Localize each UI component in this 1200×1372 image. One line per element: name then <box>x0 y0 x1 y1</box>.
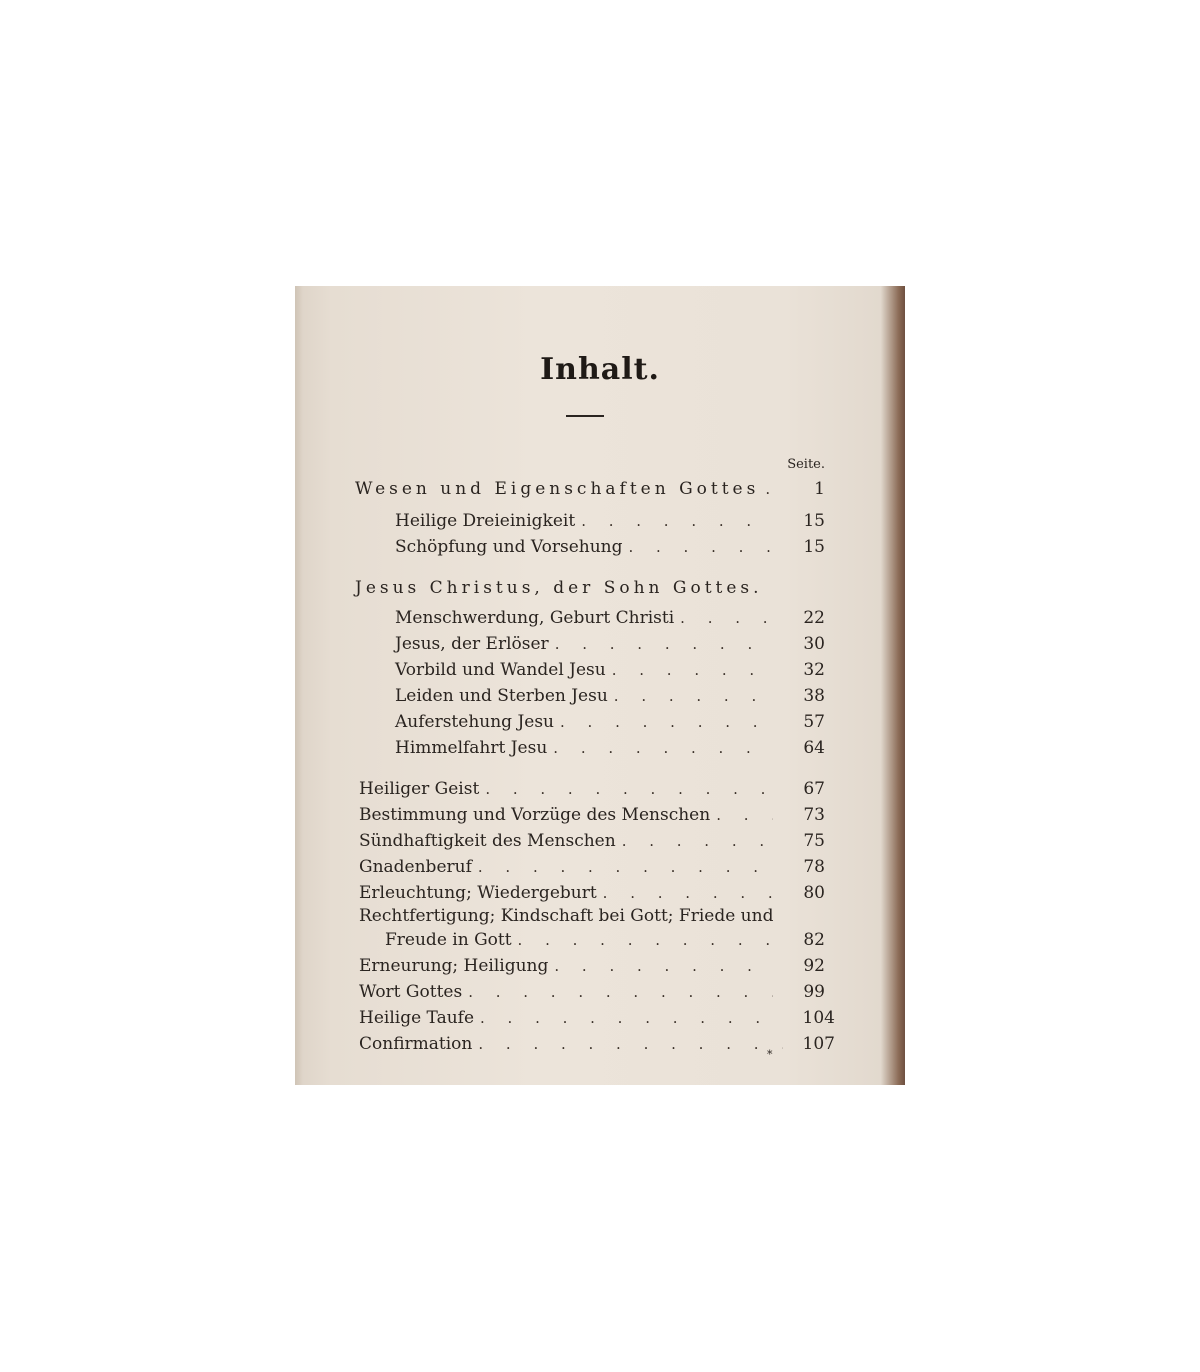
page-column-label: Seite. <box>787 457 825 472</box>
leader-dots <box>765 480 773 498</box>
toc-entry <box>359 1034 835 1058</box>
leader-dots <box>553 739 773 757</box>
toc-entry-label: Wesen und Eigenschaften Gottes <box>355 479 760 499</box>
leader-dots <box>581 512 773 530</box>
toc-entry <box>359 779 825 803</box>
toc-entry-label: Leiden und Sterben Jesu <box>395 686 608 706</box>
toc-entry <box>385 930 825 954</box>
toc-entry-label: Jesus, der Erlöser <box>395 634 549 654</box>
leader-dots <box>622 832 773 850</box>
toc-entry-page: 15 <box>803 537 825 557</box>
leader-dots <box>680 609 773 627</box>
toc-entry-page: 107 <box>802 1034 835 1054</box>
leader-dots <box>716 806 773 824</box>
leader-dots <box>480 1009 783 1027</box>
toc-entry-page: 67 <box>803 779 825 799</box>
toc-entry-label: Heilige Dreieinigkeit <box>395 511 576 531</box>
leader-dots <box>612 661 773 679</box>
toc-entry <box>395 634 825 658</box>
leader-dots <box>560 713 773 731</box>
toc-entry <box>359 956 825 980</box>
toc-entry-page: 30 <box>803 634 825 654</box>
toc-entry-page: 73 <box>803 805 825 825</box>
toc-entry <box>395 686 825 710</box>
leader-dots <box>485 780 773 798</box>
toc-entry-label: Wort Gottes <box>359 982 463 1002</box>
toc-entry-page: 92 <box>803 956 825 976</box>
leader-dots <box>555 635 773 653</box>
toc-entry-page: 64 <box>803 738 825 758</box>
title-rule <box>566 415 604 417</box>
toc-entry-label: Confirmation <box>359 1034 473 1054</box>
leader-dots <box>518 931 773 949</box>
toc-entry-page: 32 <box>803 660 825 680</box>
toc-entry <box>359 831 825 855</box>
toc-entry-page: 80 <box>803 883 825 903</box>
toc-entry-page: 1 <box>814 479 825 499</box>
toc-entry <box>395 511 825 535</box>
toc-entry <box>359 805 825 829</box>
leader-dots <box>603 884 773 902</box>
toc-entry-page: 99 <box>803 982 825 1002</box>
toc-entry-label: Menschwerdung, Geburt Christi <box>395 608 675 628</box>
toc-entry-continuation: Freude in Gott <box>385 930 512 950</box>
toc-entry <box>395 660 825 684</box>
toc-section-heading: Jesus Christus, der Sohn Gottes. <box>355 578 763 598</box>
toc-entry-label: Sündhaftigkeit des Menschen <box>359 831 616 851</box>
toc-entry <box>359 1008 835 1032</box>
toc-entry <box>395 608 825 632</box>
toc-entry <box>355 479 825 503</box>
toc-entry-page: 104 <box>802 1008 835 1028</box>
toc-entry <box>395 712 825 736</box>
toc-entry-page: 82 <box>803 930 825 950</box>
toc-entry-label: Himmelfahrt Jesu <box>395 738 548 758</box>
toc-entry-page: 15 <box>803 511 825 531</box>
toc-entry-page: 22 <box>803 608 825 628</box>
leader-dots <box>628 538 773 556</box>
toc-entry-label: Erneurung; Heiligung <box>359 956 549 976</box>
leader-dots <box>468 983 773 1001</box>
book-page <box>295 286 905 1085</box>
toc-entry-label: Gnadenberuf <box>359 857 472 877</box>
toc-entry-label: Vorbild und Wandel Jesu <box>395 660 606 680</box>
toc-entry-label: Heilige Taufe <box>359 1008 474 1028</box>
toc-entry-page: 78 <box>803 857 825 877</box>
toc-entry <box>359 883 825 907</box>
toc-entry <box>359 857 825 881</box>
toc-entry-label: Rechtfertigung; Kindschaft bei Gott; Friede und <box>359 906 774 926</box>
leader-dots <box>554 957 773 975</box>
toc-entry-label: Auferstehung Jesu <box>395 712 555 732</box>
leader-dots <box>478 858 773 876</box>
toc-entry-label: Heiliger Geist <box>359 779 480 799</box>
toc-entry-page: 75 <box>803 831 825 851</box>
toc-entry <box>359 982 825 1006</box>
leader-dots <box>478 1035 783 1053</box>
toc-entry-label: Bestimmung und Vorzüge des Menschen <box>359 805 711 825</box>
toc-entry-label: Schöpfung und Vorsehung <box>395 537 623 557</box>
toc-entry-label: Erleuchtung; Wiedergeburt <box>359 883 597 903</box>
toc-entry <box>395 537 825 561</box>
page-title: Inhalt. <box>540 352 660 387</box>
toc-entry-page: 38 <box>803 686 825 706</box>
toc-entry <box>395 738 825 762</box>
footer-mark: * <box>767 1048 773 1061</box>
toc-entry-page: 57 <box>803 712 825 732</box>
leader-dots <box>614 687 773 705</box>
